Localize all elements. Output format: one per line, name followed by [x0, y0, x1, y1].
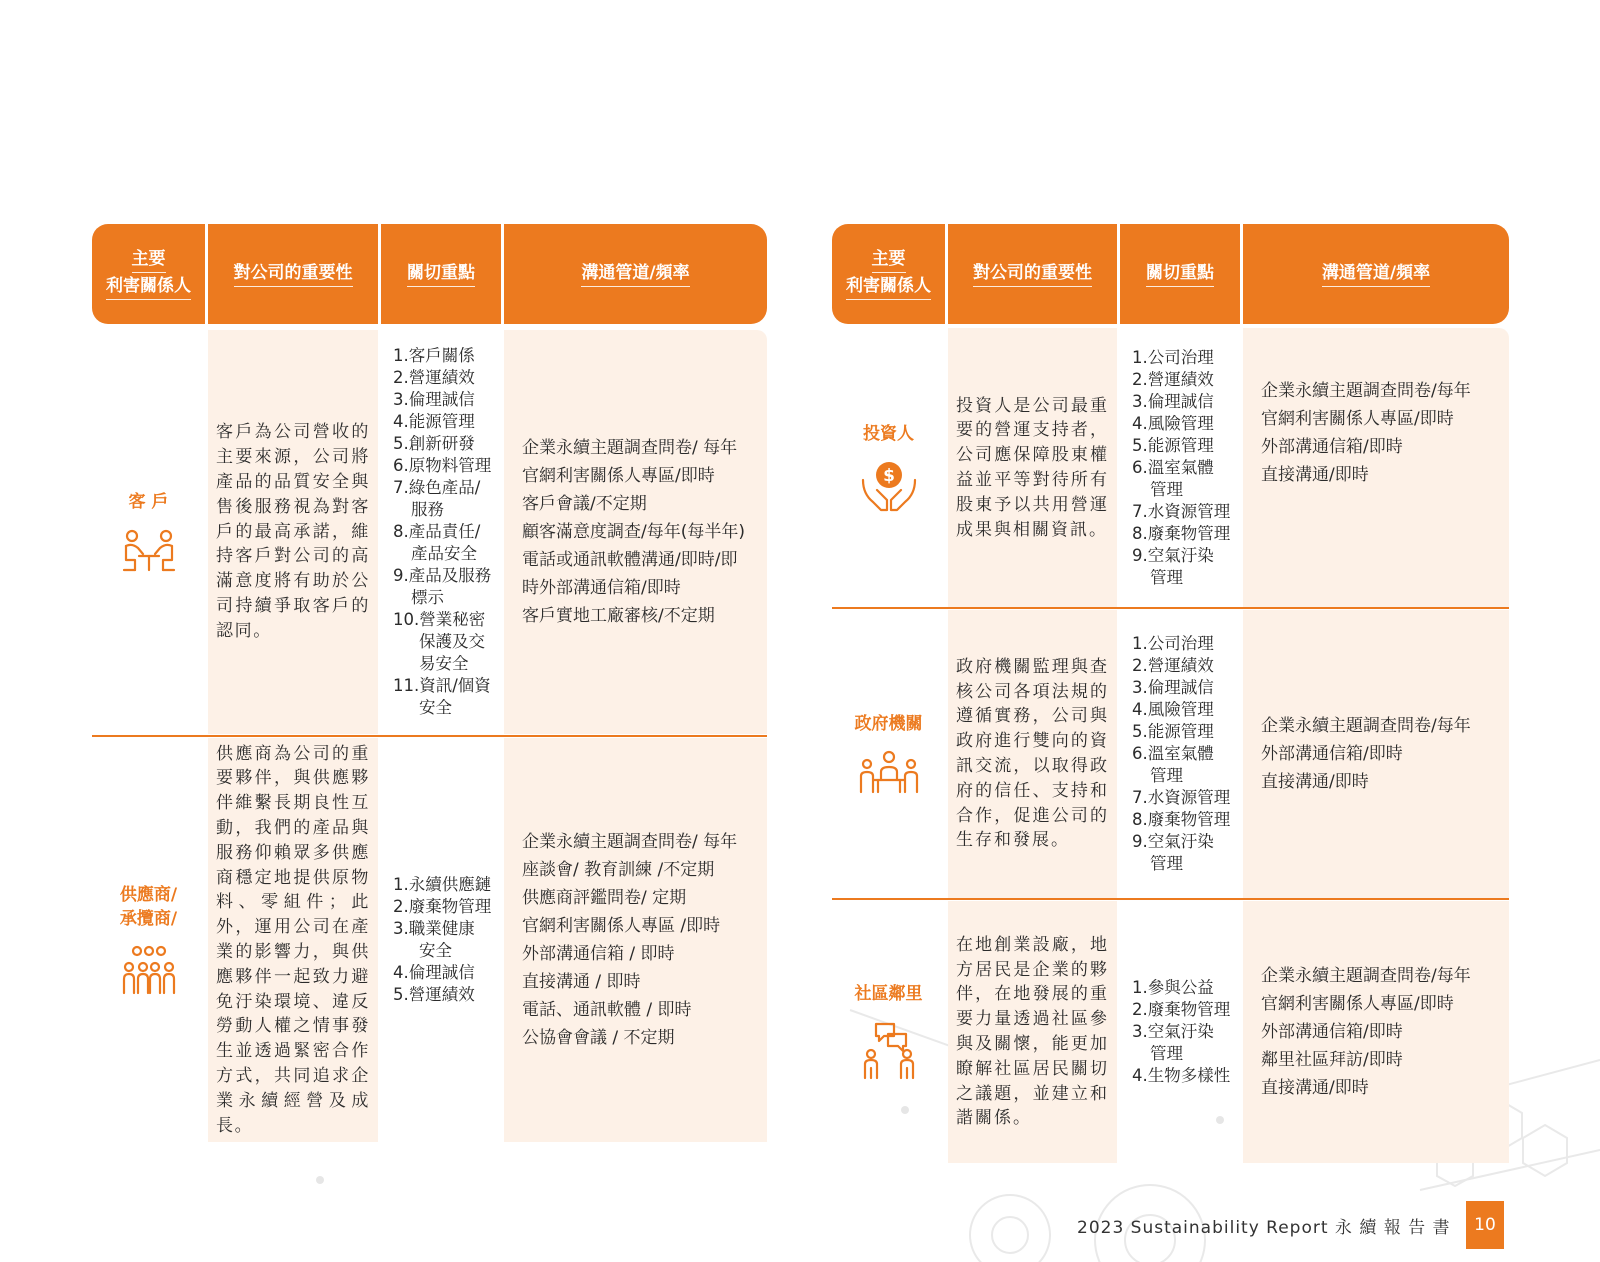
focus-item: 4.倫理誠信 [393, 963, 475, 982]
focus-item: 3.倫理誠信 [1132, 392, 1214, 411]
focus-item: 1.參與公益 [1132, 978, 1214, 997]
focus-item: 易安全 [419, 654, 469, 673]
focus-item: 1.公司治理 [1132, 348, 1214, 367]
header-channels: 溝通管道/頻率 [504, 224, 767, 324]
focus-item: 5.創新研發 [393, 434, 475, 453]
channel-item: 時外部溝通信箱/即時 [522, 578, 681, 598]
channel-item: 鄰里社區拜訪/即時 [1261, 1050, 1403, 1070]
channel-item: 外部溝通信箱/即時 [1261, 437, 1403, 457]
focus-item: 6.溫室氣體 [1132, 458, 1214, 477]
focus-item: 9.空氣汙染 [1132, 832, 1214, 851]
focus-item: 7.水資源管理 [1132, 502, 1231, 521]
channel-item: 企業永續主題調查問卷/每年 [1261, 381, 1471, 401]
channel-item: 外部溝通信箱/即時 [1261, 744, 1403, 764]
header-stakeholder: 主要 利害關係人 [92, 224, 205, 324]
channels-government [1243, 610, 1509, 898]
focus-item: 管理 [1150, 854, 1183, 873]
stakeholder-label-supplier: 供應商/ 承攬商/ [92, 738, 205, 1142]
table-header [832, 224, 1509, 324]
header-stakeholder: 主要 利害關係人 [832, 224, 945, 324]
focus-item: 5.能源管理 [1132, 436, 1214, 455]
channel-item: 官網利害關係人專區/即時 [1261, 994, 1454, 1014]
focus-item: 2.廢棄物管理 [393, 897, 492, 916]
focus-item: 8.廢棄物管理 [1132, 810, 1231, 829]
channel-item: 官網利害關係人專區/即時 [1261, 409, 1454, 429]
focus-item: 2.營運績效 [393, 368, 475, 387]
focus-item: 3.空氣汙染 [1132, 1022, 1214, 1041]
channel-item: 直接溝通 / 即時 [522, 972, 641, 992]
focus-item: 3.職業健康 [393, 919, 475, 938]
focus-item: 安全 [419, 941, 452, 960]
focus-item: 10.營業秘密 [393, 610, 486, 629]
importance-supplier: 供應商為公司的重要夥伴，與供應夥伴維繫長期良性互動，我們的產品與服務仰賴眾多供應商穩定地提供原物料、零組件；此外，運用公司在產業的影響力，與供應夥伴一起致力避免汙染環境、違反勞動人權之情事發生並透過緊密合作方式，共同追求企業永續經營及成長。 [208, 738, 378, 1142]
conversation-icon [858, 1020, 920, 1082]
header-focus: 關切重點 [1120, 224, 1240, 324]
channel-item: 企業永續主題調查問卷/每年 [1261, 716, 1471, 736]
focus-list-government [1120, 610, 1240, 898]
report-title: 2023 Sustainability Report 永 續 報 告 書 [1077, 1218, 1451, 1238]
focus-item: 2.營運績效 [1132, 370, 1214, 389]
focus-item: 3.倫理誠信 [1132, 678, 1214, 697]
channel-item: 電話或通訊軟體溝通/即時/即 [522, 550, 738, 570]
channel-item: 企業永續主題調查問卷/ 每年 [522, 832, 738, 852]
focus-item: 3.倫理誠信 [393, 390, 475, 409]
header-importance: 對公司的重要性 [208, 224, 378, 324]
focus-item: 管理 [1150, 1044, 1183, 1063]
channel-item: 直接溝通/即時 [1261, 465, 1369, 485]
focus-item: 標示 [411, 588, 444, 607]
row-divider [92, 735, 767, 737]
focus-item: 管理 [1150, 766, 1183, 785]
focus-item: 1.公司治理 [1132, 634, 1214, 653]
channel-item: 企業永續主題調查問卷/每年 [1261, 966, 1471, 986]
government-meeting-icon [858, 750, 920, 796]
focus-item: 6.溫室氣體 [1132, 744, 1214, 763]
group-icon [121, 945, 177, 997]
channels-community [1243, 901, 1509, 1163]
focus-list-community [1120, 901, 1240, 1163]
channel-item: 電話、通訊軟體 / 即時 [522, 1000, 692, 1020]
channel-item: 顧客滿意度調查/每年(每半年) [522, 522, 745, 542]
focus-item: 管理 [1150, 480, 1183, 499]
focus-item: 2.營運績效 [1132, 656, 1214, 675]
stakeholder-label-customer: 客 戶 [92, 330, 205, 734]
focus-item: 5.能源管理 [1132, 722, 1214, 741]
focus-item: 產品安全 [411, 544, 477, 563]
focus-item: 4.風險管理 [1132, 414, 1214, 433]
meeting-icon [121, 528, 177, 574]
focus-item: 8.廢棄物管理 [1132, 524, 1231, 543]
focus-item: 1.客戶關係 [393, 346, 475, 365]
importance-community: 在地創業設廠，地方居民是企業的夥伴，在地發展的重要力量透過社區參與及關懷，能更加瞭解社區居民關切之議題，並建立和諧關係。 [948, 901, 1117, 1163]
focus-item: 管理 [1150, 568, 1183, 587]
svg-text:$: $ [882, 466, 895, 486]
channel-item: 客戶會議/不定期 [522, 494, 647, 514]
channel-item: 公協會會議 / 不定期 [522, 1028, 675, 1048]
page-number: 10 [1466, 1201, 1504, 1249]
focus-item: 1.永續供應鏈 [393, 875, 492, 894]
focus-list-customer [381, 330, 501, 734]
stakeholder-label-community: 社區鄰里 [832, 901, 945, 1163]
focus-item: 4.風險管理 [1132, 700, 1214, 719]
focus-item: 9.空氣汙染 [1132, 546, 1214, 565]
focus-item: 2.廢棄物管理 [1132, 1000, 1231, 1019]
channel-item: 外部溝通信箱 / 即時 [522, 944, 675, 964]
header-focus: 關切重點 [381, 224, 501, 324]
focus-item: 8.產品責任/ [393, 522, 481, 541]
focus-item: 5.營運績效 [393, 985, 475, 1004]
header-channels: 溝通管道/頻率 [1243, 224, 1509, 324]
channel-item: 直接溝通/即時 [1261, 772, 1369, 792]
focus-item: 7.綠色產品/ [393, 478, 481, 497]
focus-item: 6.原物料管理 [393, 456, 492, 475]
importance-government: 政府機關監理與查核公司各項法規的遵循實務，公司與政府進行雙向的資訊交流，以取得政府的信任、支持和合作，促進公司的生存和發展。 [948, 610, 1117, 898]
focus-item: 4.能源管理 [393, 412, 475, 431]
channels-customer [504, 330, 767, 734]
focus-item: 9.產品及服務 [393, 566, 492, 585]
focus-item: 服務 [411, 500, 444, 519]
focus-item: 4.生物多樣性 [1132, 1066, 1231, 1085]
focus-list-supplier [381, 738, 501, 1142]
channel-item: 客戶實地工廠審核/不定期 [522, 606, 715, 626]
channel-item: 直接溝通/即時 [1261, 1078, 1369, 1098]
channel-item: 官網利害關係人專區 /即時 [522, 916, 721, 936]
focus-item: 11.資訊/個資 [393, 676, 491, 695]
stakeholder-label-investor: 投資人 $ [832, 328, 945, 608]
channel-item: 官網利害關係人專區/即時 [522, 466, 715, 486]
channel-item: 供應商評鑑問卷/ 定期 [522, 888, 687, 908]
focus-item: 保護及交 [419, 632, 485, 651]
focus-item: 7.水資源管理 [1132, 788, 1231, 807]
importance-investor: 投資人是公司最重要的營運支持者，公司應保障股東權益並平等對待所有股東予以共用營運成果與相關資訊。 [948, 328, 1117, 608]
money-hands-icon [859, 460, 919, 514]
importance-customer: 客戶為公司營收的主要來源，公司將產品的品質安全與售後服務視為對客戶的最高承諾，維持客戶對公司的高滿意度將有助於公司持續爭取客戶的認同。 [208, 330, 378, 734]
channel-item: 企業永續主題調查問卷/ 每年 [522, 438, 738, 458]
header-importance: 對公司的重要性 [948, 224, 1117, 324]
focus-item: 安全 [419, 698, 452, 717]
stakeholder-label-government: 政府機關 [832, 610, 945, 898]
channel-item: 座談會/ 教育訓練 /不定期 [522, 860, 715, 880]
row-divider [832, 607, 1509, 609]
row-divider [832, 898, 1509, 900]
focus-list-investor [1120, 328, 1240, 608]
table-header [92, 224, 767, 324]
channels-investor [1243, 328, 1509, 608]
channels-supplier [504, 738, 767, 1142]
channel-item: 外部溝通信箱/即時 [1261, 1022, 1403, 1042]
